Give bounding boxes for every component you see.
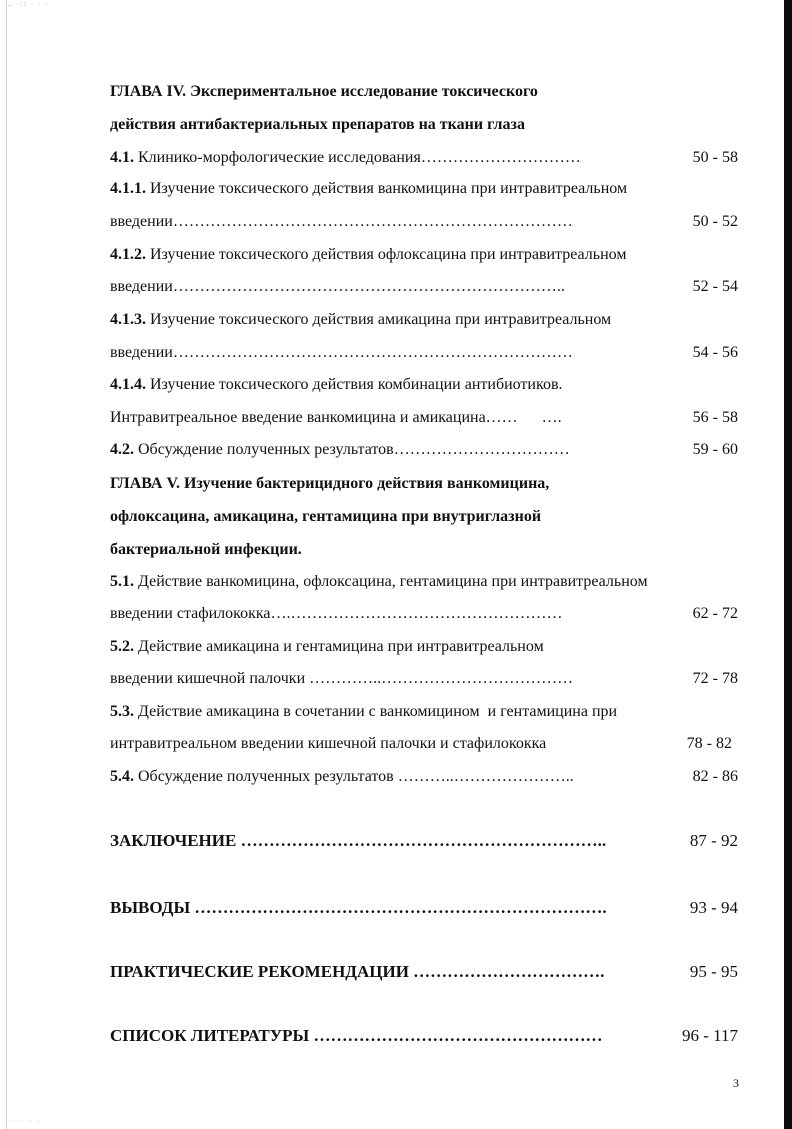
section-title: Обсуждение полученных результатов…………………………… <box>134 441 570 458</box>
toc-entry-4-1-2-line-2 <box>110 274 738 300</box>
section-title: введении………………………………………………………………… <box>110 344 573 361</box>
scan-edge-left <box>6 0 7 1129</box>
toc-entry-findings <box>110 895 738 921</box>
toc-entry-4-1-4-line-1 <box>110 372 738 398</box>
section-number: 4.1.4. <box>110 376 146 393</box>
section-title: ПРАКТИЧЕСКИЕ РЕКОМЕНДАЦИИ ……………………………. <box>110 962 605 981</box>
toc-entry-5-2-line-2 <box>110 666 738 692</box>
section-title: Изучение токсического действия комбинации антибиотиков. <box>146 376 563 393</box>
section-title: введении……………………………………………………………….. <box>110 278 565 295</box>
section-title: интравитреальном введении кишечной палочки и стафилококка <box>110 735 547 752</box>
toc-entry-5-2-line-1 <box>110 634 738 660</box>
toc-entry-4-1-4-line-2 <box>110 405 738 431</box>
page-range: 52 - 54 <box>693 274 738 300</box>
section-number: 5.1. <box>110 573 134 590</box>
page-range: 62 - 72 <box>693 601 738 627</box>
page-range: 82 - 86 <box>693 764 738 790</box>
page-range: 50 - 52 <box>693 209 738 235</box>
toc-entry-4-1-3-line-1 <box>110 307 738 333</box>
toc-entry-conclusion <box>110 828 738 854</box>
toc-entry-5-3-line-2 <box>110 731 738 757</box>
section-title: Изучение токсического действия амикацина при интравитреальном <box>146 311 612 328</box>
section-title: введении стафилококка….…………………………………………… <box>110 605 563 622</box>
section-title: Действие амикацина и гентамицина при интравитреальном <box>134 638 544 655</box>
section-title: Действие ванкомицина, офлоксацина, гентамицина при интравитреальном <box>134 573 648 590</box>
section-number: 5.4. <box>110 768 134 785</box>
toc-entry-4-1-1-line-1 <box>110 176 738 202</box>
page-range: 87 - 92 <box>690 828 738 854</box>
toc-entry-4-1-1-line-2 <box>110 209 738 235</box>
page-number: 3 <box>733 1076 739 1090</box>
section-title: Клинико-морфологические исследования………………………… <box>134 149 581 166</box>
section-number: 4.2. <box>110 441 134 458</box>
page-range: 96 - 117 <box>682 1023 738 1049</box>
section-title: Изучение токсического действия офлоксацина при интравитреальном <box>146 246 627 263</box>
chapter-5-title-line-1: ГЛАВА V. Изучение бактерицидного действия ванкомицина, <box>110 475 550 492</box>
section-number: 4.1. <box>110 149 134 166</box>
section-title: Обсуждение полученных результатов ………..………………….. <box>134 768 574 785</box>
section-number: 4.1.2. <box>110 246 146 263</box>
toc-entry-5-3-line-1 <box>110 699 738 725</box>
section-title: Изучение токсического действия ванкомицина при интравитреальном <box>146 180 628 197</box>
toc-entry-5-1-line-1 <box>110 569 738 595</box>
toc-entry-5-4 <box>110 764 738 790</box>
section-title: введении кишечной палочки …………..……………………………… <box>110 670 574 687</box>
section-number: 5.3. <box>110 703 134 720</box>
section-number: 4.1.3. <box>110 311 146 328</box>
section-number: 5.2. <box>110 638 134 655</box>
toc-entry-4-1-2-line-1 <box>110 242 738 268</box>
section-title: Интравитреальное введение ванкомицина и амикацина…… …. <box>110 409 562 426</box>
page-range: 93 - 94 <box>690 895 738 921</box>
scan-edge-right <box>784 0 792 1129</box>
chapter-4-title-line-2: действия антибактериальных препаратов на ткани глаза <box>110 116 525 133</box>
page-range: 78 - 82 <box>687 731 732 757</box>
page-range: 59 - 60 <box>693 437 738 463</box>
page-range: 72 - 78 <box>693 666 738 692</box>
page-range: 54 - 56 <box>693 340 738 366</box>
chapter-5-title-line-2: офлоксацина, амикацина, гентамицина при внутриглазной <box>110 508 542 525</box>
section-title: ЗАКЛЮЧЕНИЕ ……………………………………………………….. <box>110 831 607 850</box>
toc-entry-recommendations <box>110 959 738 985</box>
chapter-5-title-line-3: бактериальной инфекции. <box>110 541 302 558</box>
toc-entry-references <box>110 1023 738 1049</box>
section-number: 4.1.1. <box>110 180 146 197</box>
toc-entry-4-1 <box>110 145 738 171</box>
chapter-4-title-line-1: ГЛАВА IV. Экспериментальное исследование токсического <box>110 83 538 100</box>
section-title: введении………………………………………………………………… <box>110 213 573 230</box>
toc-entry-4-2 <box>110 437 738 463</box>
scan-mark-top: ‥ ·:: · · · <box>8 1 49 8</box>
scan-mark-bottom: ···· ·· · <box>8 1118 41 1125</box>
page-range: 50 - 58 <box>693 145 738 171</box>
section-title: Действие амикацина в сочетании с ванкомицином и гентамицина при <box>134 703 618 720</box>
page-range: 95 - 95 <box>690 959 738 985</box>
section-title: ВЫВОДЫ ………………………………………………………………. <box>110 898 607 917</box>
toc-entry-4-1-3-line-2 <box>110 340 738 366</box>
page-range: 56 - 58 <box>693 405 738 431</box>
section-title: СПИСОК ЛИТЕРАТУРЫ …………………………………………… <box>110 1026 603 1045</box>
toc-entry-5-1-line-2 <box>110 601 738 627</box>
